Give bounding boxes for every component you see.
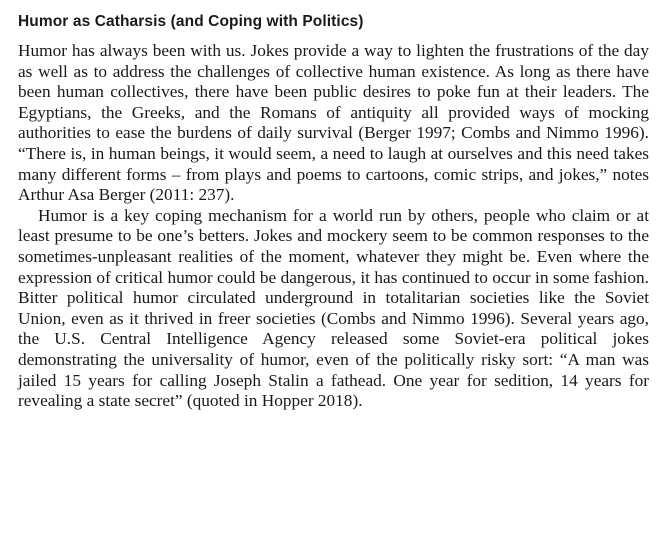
section-heading: Humor as Catharsis (and Coping with Politics) xyxy=(18,13,364,30)
paragraph-1: Humor has always been with us. Jokes provide a way to lighten the frustrations of the day as well as to address the challenges of collective human existence. As long as there have been human collectives, there have been public desires to poke fun at their leaders. The Egyptians, the Greeks, and the Romans of antiquity all provided ways of mocking authorities to ease the burdens of daily survival (Berger 1997; Combs and Nimmo 1996). “There is, in human beings, it would seem, a need to laugh at ourselves and this need takes many different forms – from plays and poems to cartoons, comic strips, and jokes,” notes Arthur Asa Berger (2011: 237). xyxy=(18,41,649,205)
paragraph-2: Humor is a key coping mechanism for a world run by others, people who claim or at least presume to be one’s betters. Jokes and mockery seem to be common responses to the sometimes-unpleasant realities of the moment, whatever they might be. Even where the expression of critical humor could be dangerous, it has continued to occur in some fashion. Bitter political humor circulated underground in totalitarian societies like the Soviet Union, even as it thrived in freer societies (Combs and Nimmo 1996). Several years ago, the U.S. Central Intelligence Agency released some Soviet-era political jokes demonstrating the universality of humor, even of the politically risky sort: “A man was jailed 15 years for calling Joseph Stalin a fathead. One year for sedition, 14 years for revealing a state secret” (quoted in Hopper 2018). xyxy=(18,205,649,411)
